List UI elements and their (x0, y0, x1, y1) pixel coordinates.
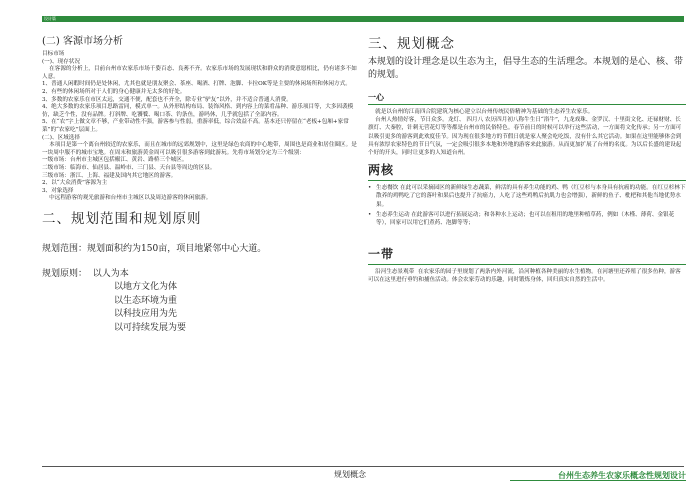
principles-label: 规划原则： (42, 268, 88, 279)
concept-lead: 本规划的设计理念是以生态为主，倡导生态的生活理念。本规划的是心、核、带的规划。 (368, 57, 684, 80)
header-bar (42, 16, 684, 22)
bullet-text: 生态餐饮 在此可以采摘园区的新鲜绿生态蔬菜，鲜活的具有养生功能的鸡、鸭（红豆杉与本身具有抗癌的功能。在红豆杉林下散养的鸡鸭吃了它的落叶和果后也提升了抗癌力，人吃了这些鸡鸭后抗肌力也会增强），新鲜的鱼子、枇杷和其他当地优势水果。 (376, 185, 686, 208)
principle-item: 以地方文化为体 (114, 282, 178, 293)
footer-project-title: 台州生态养生农家乐概念性规划设计 (558, 470, 686, 480)
concept-heading: 三、规划概念 (368, 36, 455, 52)
one-belt-text: 沿河生态景观带 在农家乐的园子里规划了两条内外河流，沿河种植各种美丽的水生植物。在河塘里还养殖了很多鱼种，游客可以在这里进行垂钓和捕鱼活动。体会农家劳动的乐趣，同时锻炼身体，回归真实自然的生活中。 (368, 269, 681, 284)
section-divider (368, 264, 686, 265)
principle-item: 以生态环境为重 (114, 295, 178, 306)
header-tag: 设计篇 (44, 16, 56, 21)
bullet-item (368, 211, 686, 227)
principle-item: 以人为本 (92, 268, 129, 279)
principles-block (42, 268, 360, 336)
right-column (368, 36, 686, 285)
bullet-text: 生态养生运动 在此游客可以进行拓展运动；和各种水上运动；也可以在租用的地里种植草药，例如（木槿、薄荷、金银花等），回家可以用它们煮药、泡脚等等； (376, 211, 675, 227)
market-analysis-text: 目标市场 (一)、现存状况 在客源的分析上，目前台州市农家乐市场千姿百态、良莠不齐。农家乐市场的发展现状和群众的消费意愿相比，仍有诸多不如人意。 1、普通人闲暇时间仍是处休闲，尤其也就是朋友聚会、茶座、喝酒、打牌、泡脚、卡拉OK等是主要的休闲场所和休闲方式。 2、有些的休闲场所对于人们的身心健康并无太多的好处。 3、多数的农家乐在市区太远，交通不便，配套也不齐全，除专业“驴友”以外，并不适合普通人消费。 4、绝大多数的农家乐项目思路雷同，模式单一。从外形结构布局、装饰风格、到内容上的菜肴品种、游乐项目等，大多因袭模仿，缺乏个性，没有品牌。打斜牌、吃饕餮、喝口茶、钓条鱼，游吗休，几乎就包括了全部内容。 5、在“农”字上做文章不够，产业带动性不强，游客参与性弱，重游率低，综合效益不高。基本还只停留在“老板+包厢+家常菜”的“农家吃”层面上。 (二)、区域选择 本项目是第一个离台州较近的农家乐，而且在城市的远郊规划中，这里是绿色农商的中心地带，周围也是商业和居住圈区。是一块周中服不的城市宝地。在周末和旅游黄金周可以吸引很多游客到此游玩。先将市场划分定为三个级别： 一级市场：台州市主城区包括椒江、黄岩、路桥三个城区。 二级市场：临海市、仙居县、温岭市、三门县、天台县等周边的区县。 三级市场：浙江、上海、福建及国内其它地区的游客。 2、以“大众消费”客源为主 3、对象选择 中远程游客的观光旅游和台州市主城区以及周边游客的休闲旅游。 (42, 51, 357, 202)
principles-first-line (42, 268, 360, 282)
scope-line (42, 243, 360, 256)
bullet-dot-icon: • (368, 211, 372, 218)
principle-item: 以可持续发展为要 (114, 322, 187, 333)
one-heart-text: 就是以台州的江南四合院建筑为核心建立以台州传统民俗精神为基础的生态养生农家乐。 台州人热情好客，节日众多。龙灯、 四月八 农历四月初八称牛生日“浴牛”，九龙戏珠、金罗汉、十里街文化、还禄财财、长旗灯、大秦腔，针刺无营花灯等等都是台州市的民俗特色。春节前日的时候可以举行这些活动，一方面将文化传承；另一方面可以吸引更多的游客到此欢度佳节。因为现在很多地方的节假日就是家人聚会吃吃饭，没有什么其它活动。如果在这里能够体会到具有浓厚农家特色的节日气氛，一定会吸引很多本地和外地的游客来此旅游。从而更加扩展了台州的名度。为以后长盛的建设起个好的开头，同时让更多的人知道台州。 (368, 109, 682, 157)
footer-page-title: 规划概念 (334, 470, 366, 479)
two-core-title: 两核 (368, 163, 395, 178)
one-belt-title: 一带 (368, 247, 395, 262)
bullet-dot-icon: • (368, 185, 372, 192)
footer-accent-line (510, 480, 686, 481)
footer-divider (42, 466, 684, 467)
scope-value: 规划面积约为150亩，项目地紧邻中心大道。 (87, 243, 267, 254)
left-column (42, 36, 360, 335)
principle-item: 以科技应用为先 (114, 309, 178, 320)
section-divider (368, 180, 686, 181)
scope-label: 规划范围： (42, 243, 88, 254)
section-divider (368, 104, 686, 105)
bullet-item (368, 184, 686, 209)
one-heart-title: 一心 (368, 92, 384, 102)
scope-heading: 二、规划范围和规划原则 (42, 210, 202, 227)
market-analysis-title: (二) 客源市场分析 (42, 36, 123, 47)
